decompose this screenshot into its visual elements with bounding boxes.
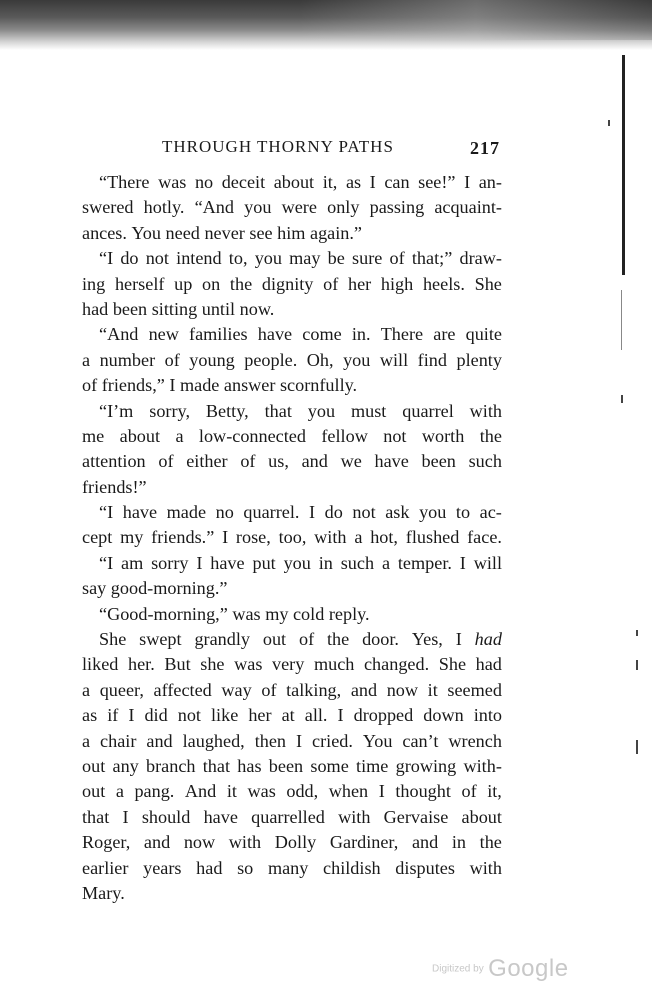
text-line: had been sitting until now.	[82, 298, 275, 319]
page-edge-speck	[621, 395, 623, 403]
running-title: THROUGH THORNY PATHS	[162, 137, 394, 156]
text-line: She swept grandly out of the door. Yes, I had	[99, 629, 502, 650]
text-line: cept my friends.” I rose, too, with a hot, flushed face.	[82, 527, 502, 548]
digitized-watermark	[432, 955, 569, 983]
text-line: friends!”	[82, 476, 147, 497]
text-line: attention of either of us, and we have been such	[82, 451, 502, 472]
text-line: swered hotly. “And you were only passing acquaint-	[82, 197, 502, 218]
text-line: out a pang. And it was odd, when I thought of it,	[82, 781, 502, 802]
text-line: liked her. But she was very much changed. She had	[82, 654, 502, 675]
watermark-prefix: Digitized by	[432, 963, 484, 975]
text-line: a queer, affected way of talking, and now it seemed	[82, 679, 502, 700]
text-line: “There was no deceit about it, as I can see!” I an-	[99, 172, 502, 192]
page-number: 217	[470, 138, 500, 158]
page-edge-speck	[636, 630, 638, 636]
text-line: “And new families have come in. There are quite	[99, 324, 502, 345]
text-line: me about a low-connected fellow not worth the	[82, 425, 502, 446]
scan-binding-shadow	[0, 0, 652, 50]
text-line: earlier years had so many childish disputes with	[82, 857, 502, 878]
page-edge-line	[622, 55, 625, 275]
text-line: a chair and laughed, then I cried. You can’t wrench	[82, 730, 502, 751]
text-line: “I am sorry I have put you in such a temper. I will	[99, 552, 502, 573]
text-line: “I have made no quarrel. I do not ask you to ac-	[99, 502, 502, 523]
text-line: out any branch that has been some time growing with-	[82, 755, 502, 776]
page-edge-line-faint	[621, 290, 622, 350]
page-edge-speck	[636, 740, 638, 754]
text-line: ing herself up on the dignity of her high heels. She	[82, 273, 502, 294]
text-line: “I’m sorry, Betty, that you must quarrel with	[99, 400, 502, 421]
watermark-brand: Google	[488, 955, 569, 982]
text-line: say good-morning.”	[82, 578, 228, 599]
text-line: “I do not intend to, you may be sure of that;” draw-	[99, 248, 502, 269]
text-line: a number of young people. Oh, you will find plenty	[82, 349, 502, 370]
text-line: ances. You need never see him again.”	[82, 222, 363, 243]
text-line: Roger, and now with Dolly Gardiner, and in the	[82, 832, 502, 853]
text-line: “Good-morning,” was my cold reply.	[99, 603, 370, 624]
text-line: Mary.	[82, 882, 125, 903]
text-line: as if I did not like her at all. I dropped down into	[82, 705, 502, 726]
running-head	[140, 137, 500, 161]
page-edge-speck	[636, 660, 638, 670]
text-line: that I should have quarrelled with Gervaise about	[82, 806, 502, 827]
body-text	[82, 170, 502, 906]
page-edge-speck	[608, 120, 610, 126]
text-line: of friends,” I made answer scornfully.	[82, 375, 358, 396]
